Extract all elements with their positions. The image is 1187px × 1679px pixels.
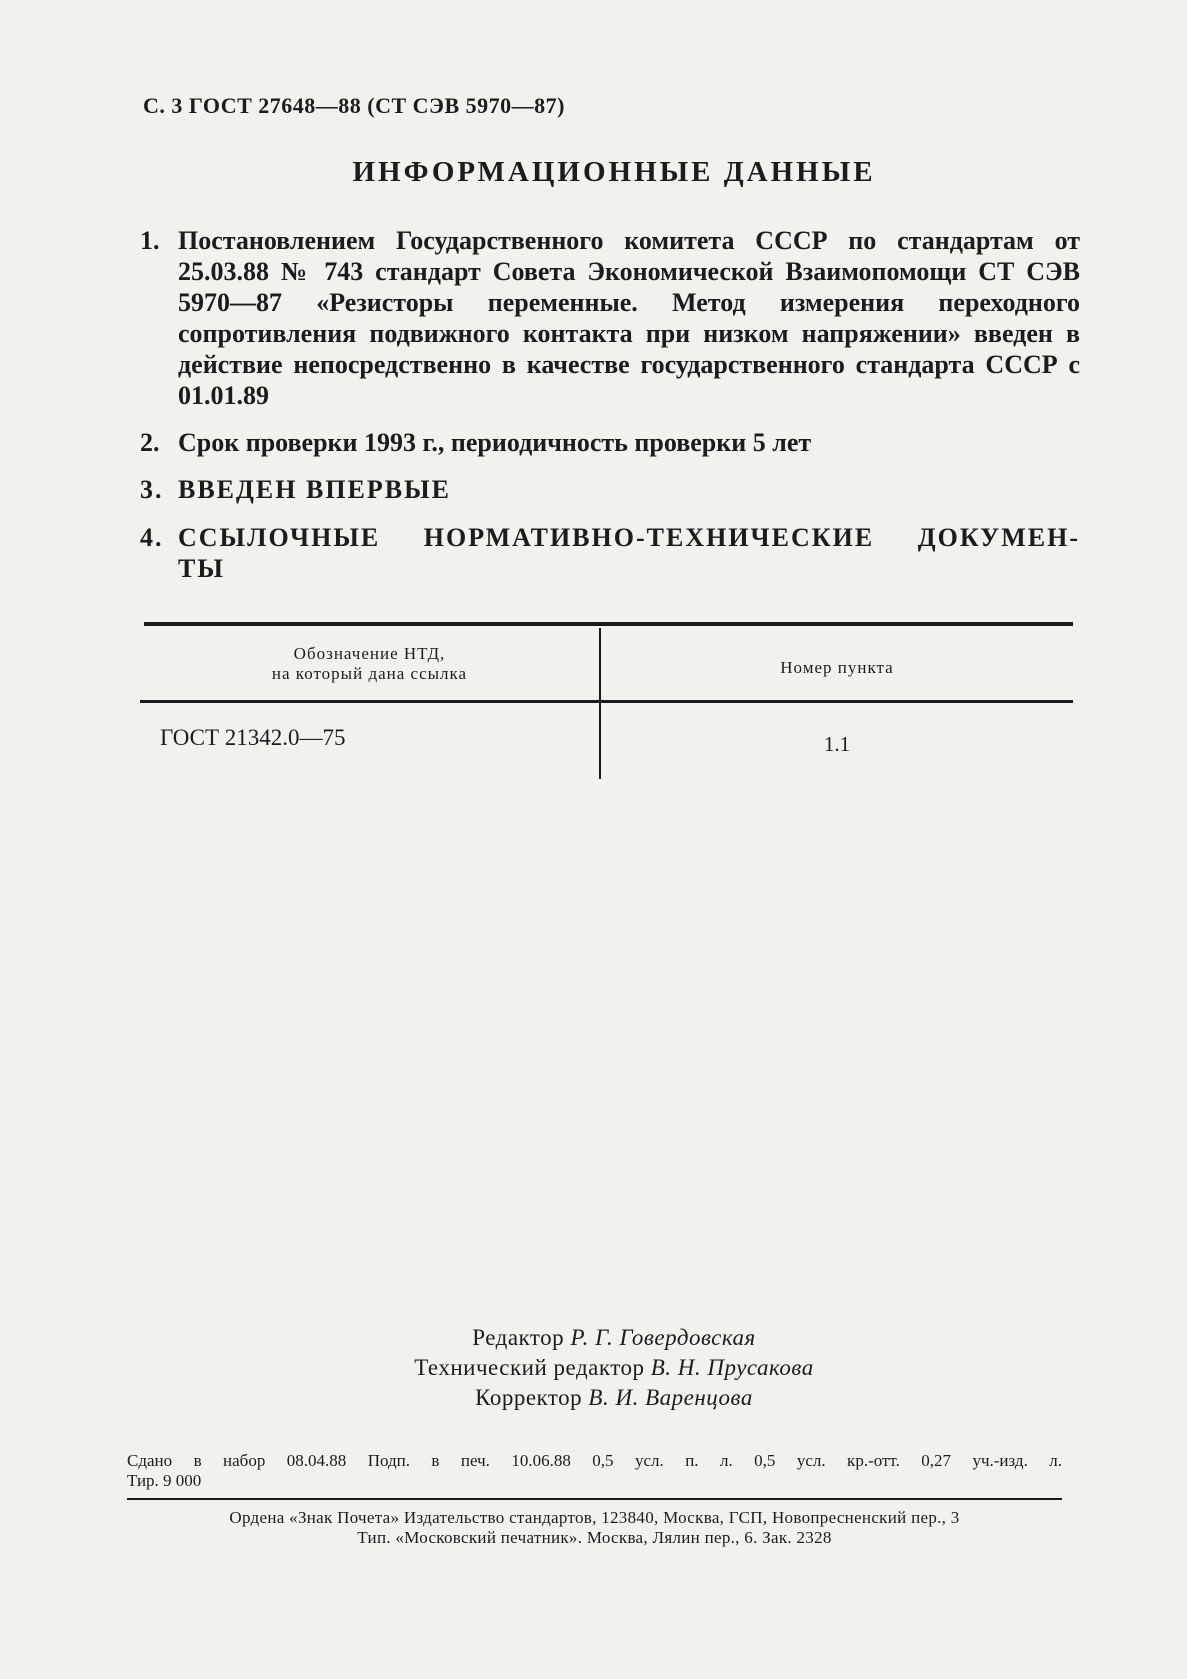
corrector-role: Корректор [475, 1385, 583, 1410]
item-text: ВВЕДЕН ВПЕРВЫЕ [178, 475, 451, 504]
item-text [178, 522, 1080, 584]
editor-line [0, 1323, 1187, 1353]
table-header-rule [140, 700, 1073, 703]
document-title: ИНФОРМАЦИОННЫЕ ДАННЫЕ [352, 156, 876, 188]
column-header-document [140, 644, 599, 684]
item-text-line-2: ТЫ [178, 554, 225, 583]
item-number: 2. [140, 428, 160, 457]
imprint-rule [127, 1498, 1062, 1500]
credits-block [0, 1323, 1187, 1413]
corrector-line [0, 1383, 1187, 1413]
column-header-document-line-1: Обозначение НТД, [293, 644, 446, 663]
table-cell-clause: 1.1 [823, 732, 851, 756]
item-text: Срок проверки 1993 г., периодичность проверки 5 лет [178, 428, 812, 457]
info-item-4 [140, 522, 1080, 584]
tech-editor-role: Технический редактор [414, 1355, 645, 1380]
table-top-rule [144, 622, 1073, 626]
editor-role: Редактор [472, 1325, 565, 1350]
item-number: 4. [140, 523, 164, 552]
running-head: С. 3 ГОСТ 27648—88 (СТ СЭВ 5970—87) [143, 93, 565, 118]
info-item-1 [140, 225, 1080, 411]
imprint-print-details: Сдано в набор 08.04.88 Подп. в печ. 10.06.88 0,5 усл. п. л. 0,5 усл. кр.-отт. 0,27 уч.-изд. л. [127, 1451, 1062, 1470]
info-item-2 [140, 427, 1080, 458]
imprint-print-run: Тир. 9 000 [127, 1471, 202, 1490]
item-text: Постановлением Государственного комитета СССР по стандартам от 25.03.88 № 743 стандарт Совета Экономической Взаимопомощи СТ СЭВ 5970—87 «Резисторы переменные. Метод измерения переходного сопротивления подвижного контакта при низком напряжении» введен в действие непосредственно в качестве государственного стандарта СССР с 01.01.89 [178, 226, 1080, 410]
imprint-publisher [127, 1508, 1062, 1548]
column-header-document-line-2: на который дана ссылка [271, 664, 468, 683]
item-number: 1. [140, 226, 160, 255]
table-cell-document: ГОСТ 21342.0—75 [160, 725, 346, 750]
imprint-publisher-line: Ордена «Знак Почета» Издательство стандартов, 123840, Москва, ГСП, Новопресненский пер., 3 [229, 1508, 960, 1527]
tech-editor-name: В. Н. Прусакова [650, 1355, 814, 1380]
item-text-line-1: ССЫЛОЧНЫЕ НОРМАТИВНО-ТЕХНИЧЕСКИЕ ДОКУМЕН- [178, 523, 1080, 552]
corrector-name: В. И. Варенцова [588, 1385, 753, 1410]
info-item-3 [140, 474, 1080, 505]
column-header-clause: Номер пункта [780, 658, 894, 677]
imprint-printer-line: Тип. «Московский печатник». Москва, Лялин пер., 6. Зак. 2328 [357, 1528, 832, 1547]
item-number: 3. [140, 475, 164, 504]
tech-editor-line [0, 1353, 1187, 1383]
editor-name: Р. Г. Говердовская [570, 1325, 756, 1350]
reference-table [140, 622, 1073, 779]
